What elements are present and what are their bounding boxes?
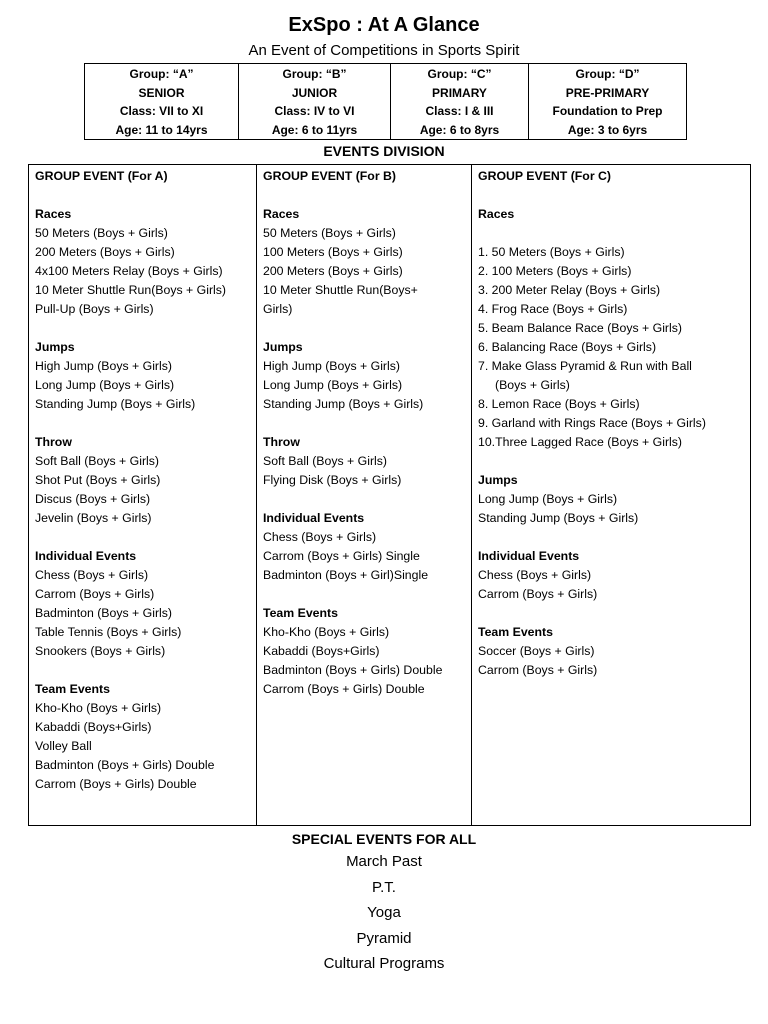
group-level: PRE-PRIMARY — [565, 85, 650, 100]
event-list-races — [263, 224, 471, 319]
groups-table — [84, 63, 687, 140]
list-item: 200 Meters (Boys + Girls) — [35, 245, 175, 259]
list-item: Kabaddi (Boys+Girls) — [35, 720, 152, 734]
group-name: Group: “D” — [575, 67, 640, 81]
section-title-throw: Throw — [35, 435, 72, 449]
column-heading: GROUP EVENT (For B) — [263, 169, 396, 183]
list-item: Long Jump (Boys + Girls) — [478, 492, 618, 506]
list-item: Carrom (Boys + Girls) — [478, 587, 598, 601]
group-age: Age: 3 to 6yrs — [567, 122, 648, 137]
list-item: Badminton (Boys + Girls) Double — [263, 663, 443, 677]
list-item: 1. 50 Meters (Boys + Girls) — [478, 245, 625, 259]
list-item: Girls) — [263, 302, 293, 316]
list-item: Badminton (Boys + Girls) Double — [35, 758, 215, 772]
group-class: Class: IV to VI — [274, 104, 355, 119]
list-item: Carrom (Boys + Girls) Single — [263, 549, 420, 563]
column-heading: GROUP EVENT (For C) — [478, 169, 611, 183]
list-item: Volley Ball — [35, 739, 92, 753]
list-item: Chess (Boys + Girls) — [478, 568, 592, 582]
group-level: SENIOR — [138, 85, 185, 100]
event-list-team — [35, 699, 256, 794]
section-title-individual: Individual Events — [478, 549, 580, 563]
list-item: Kho-Kho (Boys + Girls) — [263, 625, 390, 639]
section-title-throw: Throw — [263, 435, 300, 449]
section-title-team: Team Events — [478, 625, 553, 639]
list-item: Carrom (Boys + Girls) Double — [35, 777, 197, 791]
section-title-jumps: Jumps — [478, 473, 518, 487]
group-class: Foundation to Prep — [552, 104, 663, 119]
section-title-jumps: Jumps — [263, 340, 303, 354]
list-item: Standing Jump (Boys + Girls) — [478, 511, 639, 525]
events-column-a — [29, 165, 256, 825]
group-cell-d — [529, 64, 687, 140]
list-item: 10 Meter Shuttle Run(Boys + Girls) — [35, 283, 227, 297]
list-item: Pull-Up (Boys + Girls) — [35, 302, 154, 316]
section-title-individual: Individual Events — [35, 549, 137, 563]
list-item: Carrom (Boys + Girls) Double — [263, 682, 425, 696]
group-age: Age: 6 to 8yrs — [419, 122, 500, 137]
section-title-races: Races — [35, 207, 72, 221]
group-cell-a — [85, 64, 239, 140]
list-item: 4. Frog Race (Boys + Girls) — [478, 302, 628, 316]
event-list-team — [263, 623, 471, 699]
list-item: 4x100 Meters Relay (Boys + Girls) — [35, 264, 223, 278]
special-events-list — [0, 849, 768, 977]
list-item: Jevelin (Boys + Girls) — [35, 511, 152, 525]
group-name: Group: “A” — [129, 67, 194, 81]
list-item: Carrom (Boys + Girls) — [35, 587, 155, 601]
section-title-races: Races — [478, 207, 515, 221]
list-item: March Past — [346, 853, 422, 870]
event-list-races — [35, 224, 256, 319]
list-item: 2. 100 Meters (Boys + Girls) — [478, 264, 632, 278]
event-list-individual — [263, 528, 471, 585]
list-item: 6. Balancing Race (Boys + Girls) — [478, 340, 657, 354]
group-class: Class: VII to XI — [119, 104, 204, 119]
group-level: JUNIOR — [291, 85, 338, 100]
list-item: Long Jump (Boys + Girls) — [263, 378, 403, 392]
list-item: 200 Meters (Boys + Girls) — [263, 264, 403, 278]
list-item: High Jump (Boys + Girls) — [263, 359, 401, 373]
list-item: 50 Meters (Boys + Girls) — [35, 226, 168, 240]
event-list-individual — [478, 566, 750, 604]
list-item: Chess (Boys + Girls) — [263, 530, 377, 544]
list-item: Badminton (Boys + Girl)Single — [263, 568, 429, 582]
list-item: Table Tennis (Boys + Girls) — [35, 625, 182, 639]
event-list-jumps — [478, 490, 750, 528]
document-subtitle: An Event of Competitions in Sports Spirit — [248, 42, 520, 59]
events-division-box — [28, 164, 751, 826]
special-events — [0, 829, 768, 977]
list-item: 7. Make Glass Pyramid & Run with Ball — [478, 359, 692, 373]
event-list-individual — [35, 566, 256, 661]
list-item: 9. Garland with Rings Race (Boys + Girls) — [478, 416, 706, 430]
list-item: Soft Ball (Boys + Girls) — [35, 454, 160, 468]
special-events-title: SPECIAL EVENTS FOR ALL — [291, 831, 477, 847]
list-item: Carrom (Boys + Girls) — [478, 663, 598, 677]
list-item: Shot Put (Boys + Girls) — [35, 473, 161, 487]
section-title-individual: Individual Events — [263, 511, 365, 525]
group-name: Group: “B” — [282, 67, 347, 81]
section-title-team: Team Events — [263, 606, 338, 620]
list-item: 50 Meters (Boys + Girls) — [263, 226, 396, 240]
event-list-races — [478, 243, 750, 452]
list-item: Pyramid — [356, 929, 412, 947]
event-list-team — [478, 642, 750, 680]
list-item: (Boys + Girls) — [495, 378, 570, 392]
list-item: Kabaddi (Boys+Girls) — [263, 644, 380, 658]
list-item: Cultural Programs — [323, 955, 445, 973]
events-division-heading: EVENTS DIVISION — [323, 143, 445, 159]
list-item: Flying Disk (Boys + Girls) — [263, 473, 402, 487]
event-list-jumps — [263, 357, 471, 414]
events-column-b — [256, 165, 471, 825]
list-item: 3. 200 Meter Relay (Boys + Girls) — [478, 283, 661, 297]
groups-row — [85, 64, 687, 140]
list-item: 8. Lemon Race (Boys + Girls) — [478, 397, 640, 411]
section-title-team: Team Events — [35, 682, 110, 696]
list-item: Standing Jump (Boys + Girls) — [263, 397, 424, 411]
list-item: P.T. — [372, 878, 396, 896]
list-item: Soccer (Boys + Girls) — [478, 644, 595, 658]
list-item: Long Jump (Boys + Girls) — [35, 378, 175, 392]
list-item: Kho-Kho (Boys + Girls) — [35, 701, 162, 715]
list-item: Badminton (Boys + Girls) — [35, 606, 173, 620]
list-item: 100 Meters (Boys + Girls) — [263, 245, 403, 259]
events-column-c — [471, 165, 750, 825]
list-item: 10.Three Lagged Race (Boys + Girls) — [478, 435, 683, 449]
list-item: Chess (Boys + Girls) — [35, 568, 149, 582]
list-item: Standing Jump (Boys + Girls) — [35, 397, 196, 411]
group-cell-c — [391, 64, 529, 140]
group-cell-b — [239, 64, 391, 140]
section-title-races: Races — [263, 207, 300, 221]
list-item: Yoga — [367, 904, 401, 922]
event-list-jumps — [35, 357, 256, 414]
group-age: Age: 6 to 11yrs — [271, 122, 358, 137]
list-item: Snookers (Boys + Girls) — [35, 644, 166, 658]
list-item: High Jump (Boys + Girls) — [35, 359, 173, 373]
group-age: Age: 11 to 14yrs — [115, 122, 208, 137]
section-title-jumps: Jumps — [35, 340, 75, 354]
group-class: Class: I & III — [425, 104, 494, 119]
group-level: PRIMARY — [432, 85, 487, 100]
group-name: Group: “C” — [427, 67, 492, 81]
list-item: 5. Beam Balance Race (Boys + Girls) — [478, 321, 683, 335]
list-item: 10 Meter Shuttle Run(Boys+ — [263, 283, 418, 297]
column-heading: GROUP EVENT (For A) — [35, 169, 168, 183]
event-list-throw — [263, 452, 471, 490]
list-item: Soft Ball (Boys + Girls) — [263, 454, 388, 468]
document-title: ExSpo : At A Glance — [288, 14, 480, 36]
event-list-throw — [35, 452, 256, 528]
list-item: Discus (Boys + Girls) — [35, 492, 151, 506]
